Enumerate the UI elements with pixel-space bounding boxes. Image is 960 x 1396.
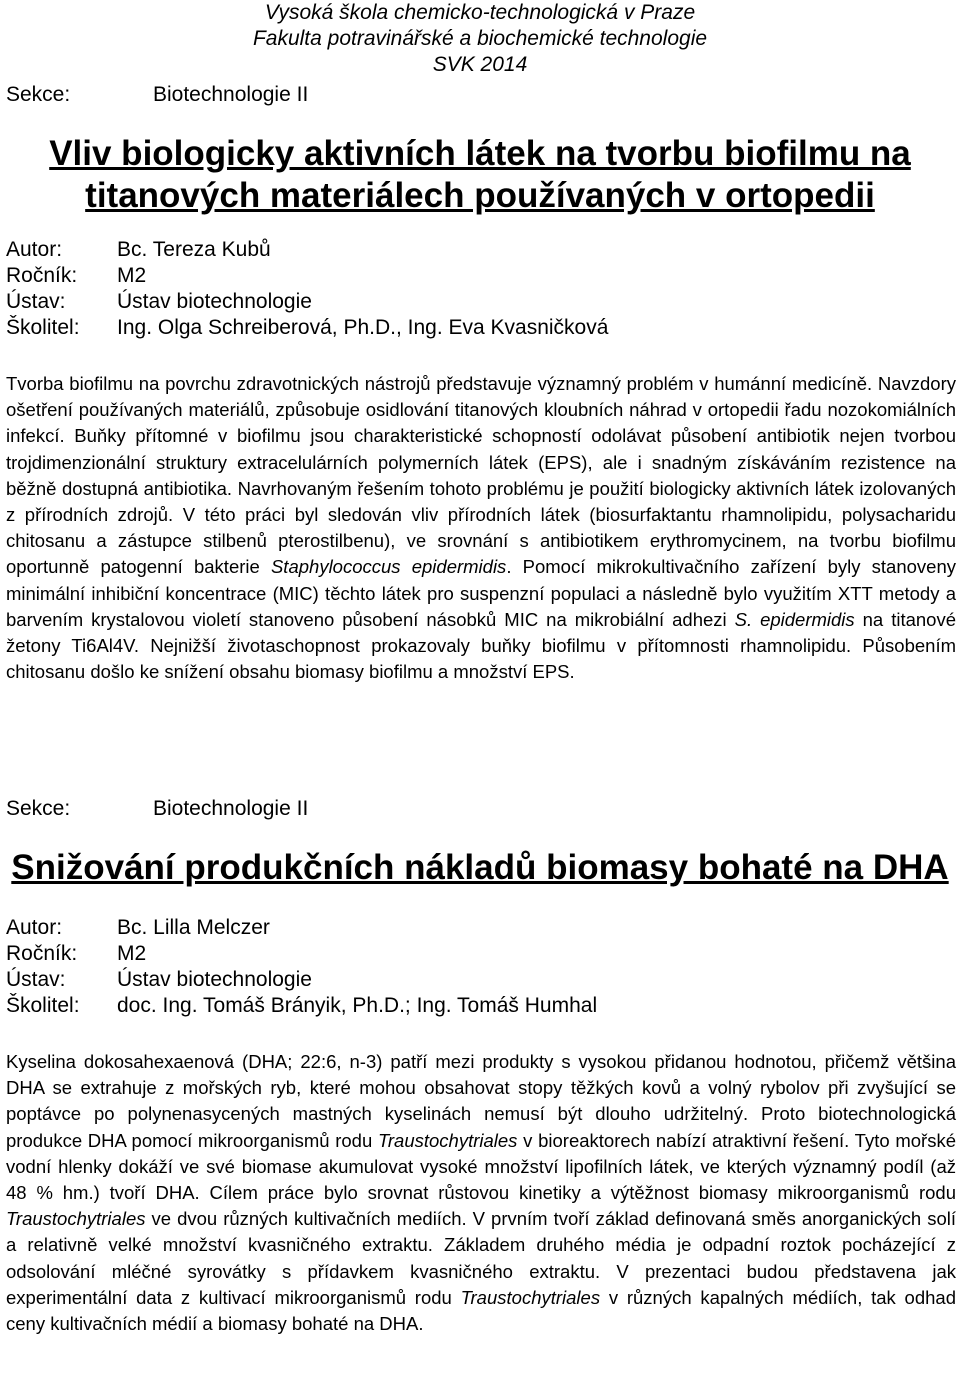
article-abstract <box>6 1049 956 1337</box>
abstract-text: Tvorba biofilmu na povrchu zdravotnických nástrojů představuje významný problém v humánní medicíně. Navzdory ošetření používaných materiálů, způsobuje osidlování titanových kloubních náhrad v ortopedii řadu nozokomiálních infekcí. Buňky přítomné v biofilmu jsou charakteristické schopností odolávat působení antibiotik nejen tvorbou trojdimenzionální struktury extracelulárních polymerních látek (EPS), ale i snadným získáváním rezistence na běžně dostupná antibiotika. Navrhovaným řešením tohoto problému je použití biologicky aktivních látek izolovaných z přírodních zdrojů. V této práci byl sledován vliv přírodních látek (biosurfaktantu rhamnolipidu, polysacharidu chitosanu a zástupce stilbenů pterostilbenu), ve srovnání s antibiotikem erythromycinem, na tvorbu biofilmu oportunně patogenní bakterie <box>6 373 956 578</box>
genus-name: Traustochytriales <box>377 1129 518 1151</box>
header-conference: SVK 2014 <box>432 53 528 76</box>
meta-row-supervisor <box>6 315 608 341</box>
meta-key: Ústav: <box>6 968 66 991</box>
meta-row-author <box>6 915 597 941</box>
article-meta <box>6 237 608 341</box>
meta-value: M2 <box>117 942 147 965</box>
abstract-text: na titanové žetony Ti6Al4V. Nejnižší životaschopnost prokazovaly buňky biofilmu v přítomnosti rhamnolipidu. Působením chitosanu došlo ke snížení obsahu biomasy biofilmu a množství EPS. <box>6 608 956 683</box>
section-line <box>6 796 308 822</box>
meta-row-supervisor <box>6 993 597 1019</box>
section-label: Sekce: <box>6 83 71 106</box>
abstract-paragraph <box>6 1049 956 1337</box>
meta-row-year <box>6 263 608 289</box>
section-value: Biotechnologie II <box>153 797 309 820</box>
meta-value: Ústav biotechnologie <box>117 968 312 991</box>
meta-key: Školitel: <box>6 994 80 1017</box>
meta-row-year <box>6 941 597 967</box>
meta-row-institute <box>6 967 597 993</box>
genus-name: Traustochytriales <box>460 1286 601 1308</box>
meta-value: Ing. Olga Schreiberová, Ph.D., Ing. Eva Kvasničková <box>117 316 609 339</box>
abstract-text: v různých kapalných médiích, tak odhad ceny kultivačních médií a biomasy bohaté na DHA. <box>6 1286 956 1335</box>
meta-value: Bc. Tereza Kubů <box>117 238 271 261</box>
article-title-line: Snižování produkčních nákladů biomasy bohaté na DHA <box>11 848 949 887</box>
meta-value: doc. Ing. Tomáš Brányik, Ph.D.; Ing. Tomáš Humhal <box>117 994 598 1017</box>
article-title-line: Vliv biologicky aktivních látek na tvorbu biofilmu na <box>49 134 911 173</box>
meta-key: Autor: <box>6 916 63 939</box>
article-title-line: titanových materiálech používaných v ortopedii <box>85 176 875 215</box>
document-header <box>0 0 960 78</box>
article-meta <box>6 915 597 1019</box>
abstract-paragraph <box>6 371 956 685</box>
meta-row-institute <box>6 289 608 315</box>
article-title <box>0 847 960 889</box>
meta-value: Ústav biotechnologie <box>117 290 312 313</box>
abstract-text: v bioreaktorech nabízí atraktivní řešení. Tyto mořské vodní hlenky dokáží ve své biomase akumulovat vysoké množství lipofilních látek, ve kterých významný podíl (až 48 % hm.) tvoří DHA. Cílem práce bylo srovnat růstovou kinetiky a výtěžnost biomasy mikroorganismů rodu <box>6 1129 956 1204</box>
meta-key: Školitel: <box>6 316 80 339</box>
species-name: Staphylococcus epidermidis <box>270 556 507 578</box>
abstract-text: . Pomocí mikrokultivačního zařízení byly stanoveny minimální inhibiční koncentrace (MIC) těchto látek pro suspenzní populaci a následně bylo využitím XTT metody a barvením krystalovou violetí stanoveno působení násobků MIC na mikrobiální adhezi <box>6 556 956 630</box>
section-line <box>6 82 308 108</box>
meta-row-author <box>6 237 608 263</box>
abstract-text: ve dvou různých kultivačních mediích. V prvním tvoří základ definovaná směs anorganických solí a relativně velké množství kvasničného extraktu. Základem druhého média je odpadní roztok pocházející z odsolování mléčné syrovátky s přídavkem kvasničného extraktu. V prezentaci budou představena jak experimentální data z kultivací mikroorganismů rodu <box>6 1208 956 1308</box>
meta-key: Ročník: <box>6 264 78 287</box>
species-name: S. epidermidis <box>734 608 855 630</box>
meta-value: M2 <box>117 264 147 287</box>
meta-key: Ústav: <box>6 290 66 313</box>
header-faculty: Fakulta potravinářské a biochemické technologie <box>252 27 708 50</box>
article-abstract <box>6 371 956 685</box>
meta-key: Autor: <box>6 238 63 261</box>
header-school: Vysoká škola chemicko-technologická v Praze <box>264 1 696 24</box>
section-value: Biotechnologie II <box>153 83 309 106</box>
genus-name: Traustochytriales <box>6 1208 146 1230</box>
article-title <box>0 133 960 217</box>
meta-key: Ročník: <box>6 942 78 965</box>
meta-value: Bc. Lilla Melczer <box>117 916 270 939</box>
section-label: Sekce: <box>6 797 71 820</box>
abstract-text: Kyselina dokosahexaenová (DHA; 22:6, n-3) patří mezi produkty s vysokou přidanou hodnotou, přičemž většina DHA se extrahuje z mořských ryb, které mohou obsahovat stopy těžkých kovů a volný rybolov při zvyšující se poptávce po polynenasycených mastných kyselinách nemusí být dlouho udržitelný. Proto biotechnologická produkce DHA pomocí mikroorganismů rodu <box>6 1051 956 1151</box>
